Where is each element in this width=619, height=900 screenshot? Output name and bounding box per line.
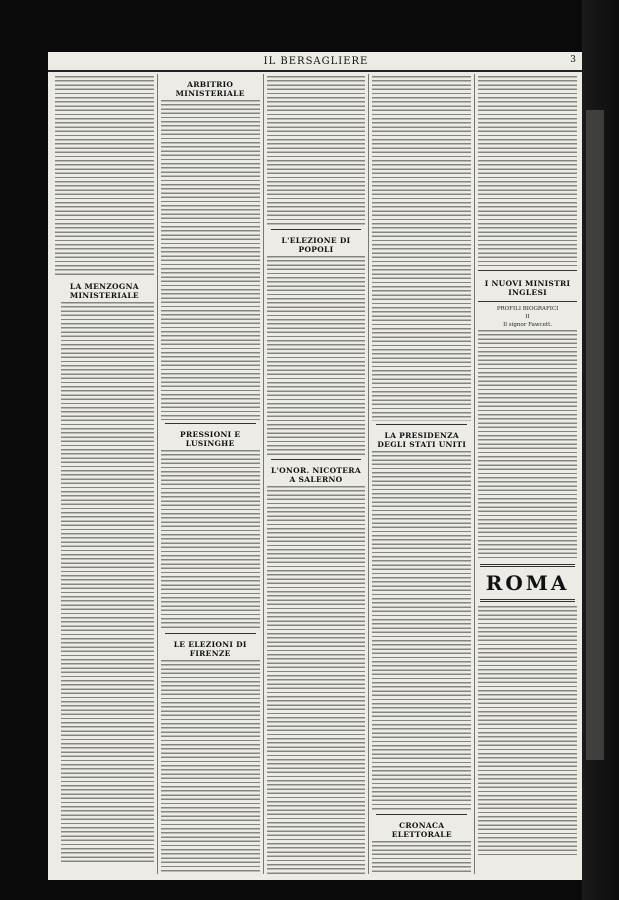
text-block — [161, 450, 260, 630]
column-1 — [52, 74, 158, 874]
text-block — [55, 76, 154, 276]
text-block — [478, 330, 577, 560]
columns — [52, 74, 580, 874]
article-heading: LA PRESIDENZA DEGLI STATI UNITI — [377, 431, 467, 449]
divider — [480, 599, 575, 602]
binding-edge — [582, 0, 619, 900]
article-heading: LA MENZOGNA MINISTERIALE — [69, 282, 139, 300]
divider — [271, 229, 362, 230]
binding-strip — [586, 110, 604, 760]
masthead: IL BERSAGLIERE — [263, 55, 369, 67]
column-2 — [158, 74, 264, 874]
divider — [165, 423, 256, 424]
article-heading: PRESSIONI E LUSINGHE — [180, 430, 241, 448]
text-block — [161, 100, 260, 420]
text-block — [478, 76, 577, 266]
newspaper-page — [48, 52, 584, 880]
divider — [376, 814, 467, 815]
text-block — [267, 486, 366, 874]
article-subheading: Il signor Fawcett. — [503, 322, 553, 328]
page-header — [48, 52, 584, 72]
article-heading: I NUOVI MINISTRI INGLESI — [484, 279, 571, 297]
text-block — [372, 841, 471, 874]
column-3 — [264, 74, 370, 874]
text-block — [372, 451, 471, 811]
article-heading: L'ELEZIONE DI POPOLI — [281, 236, 351, 254]
article-heading: L'ONOR. NICOTERA A SALERNO — [271, 466, 361, 484]
divider — [165, 633, 256, 634]
text-block — [267, 76, 366, 226]
article-header-box — [478, 270, 577, 302]
column-4 — [369, 74, 475, 874]
article-heading: ARBITRIO MINISTERIALE — [175, 80, 245, 98]
divider — [376, 424, 467, 425]
article-heading: LE ELEZIONI DI FIRENZE — [173, 640, 247, 658]
text-block — [161, 660, 260, 874]
text-block — [267, 256, 366, 456]
article-subheading: II — [525, 314, 530, 320]
article-heading: CRONACA ELETTORALE — [391, 821, 452, 839]
section-heading-roma: ROMA — [485, 571, 570, 595]
page-number: 3 — [570, 55, 576, 65]
article-subheading: PROFILI BIOGRAFICI — [496, 306, 559, 312]
column-5 — [475, 74, 580, 874]
text-block — [61, 302, 154, 862]
text-block — [478, 606, 577, 856]
text-block — [372, 76, 471, 421]
divider — [271, 459, 362, 460]
divider — [480, 564, 575, 567]
